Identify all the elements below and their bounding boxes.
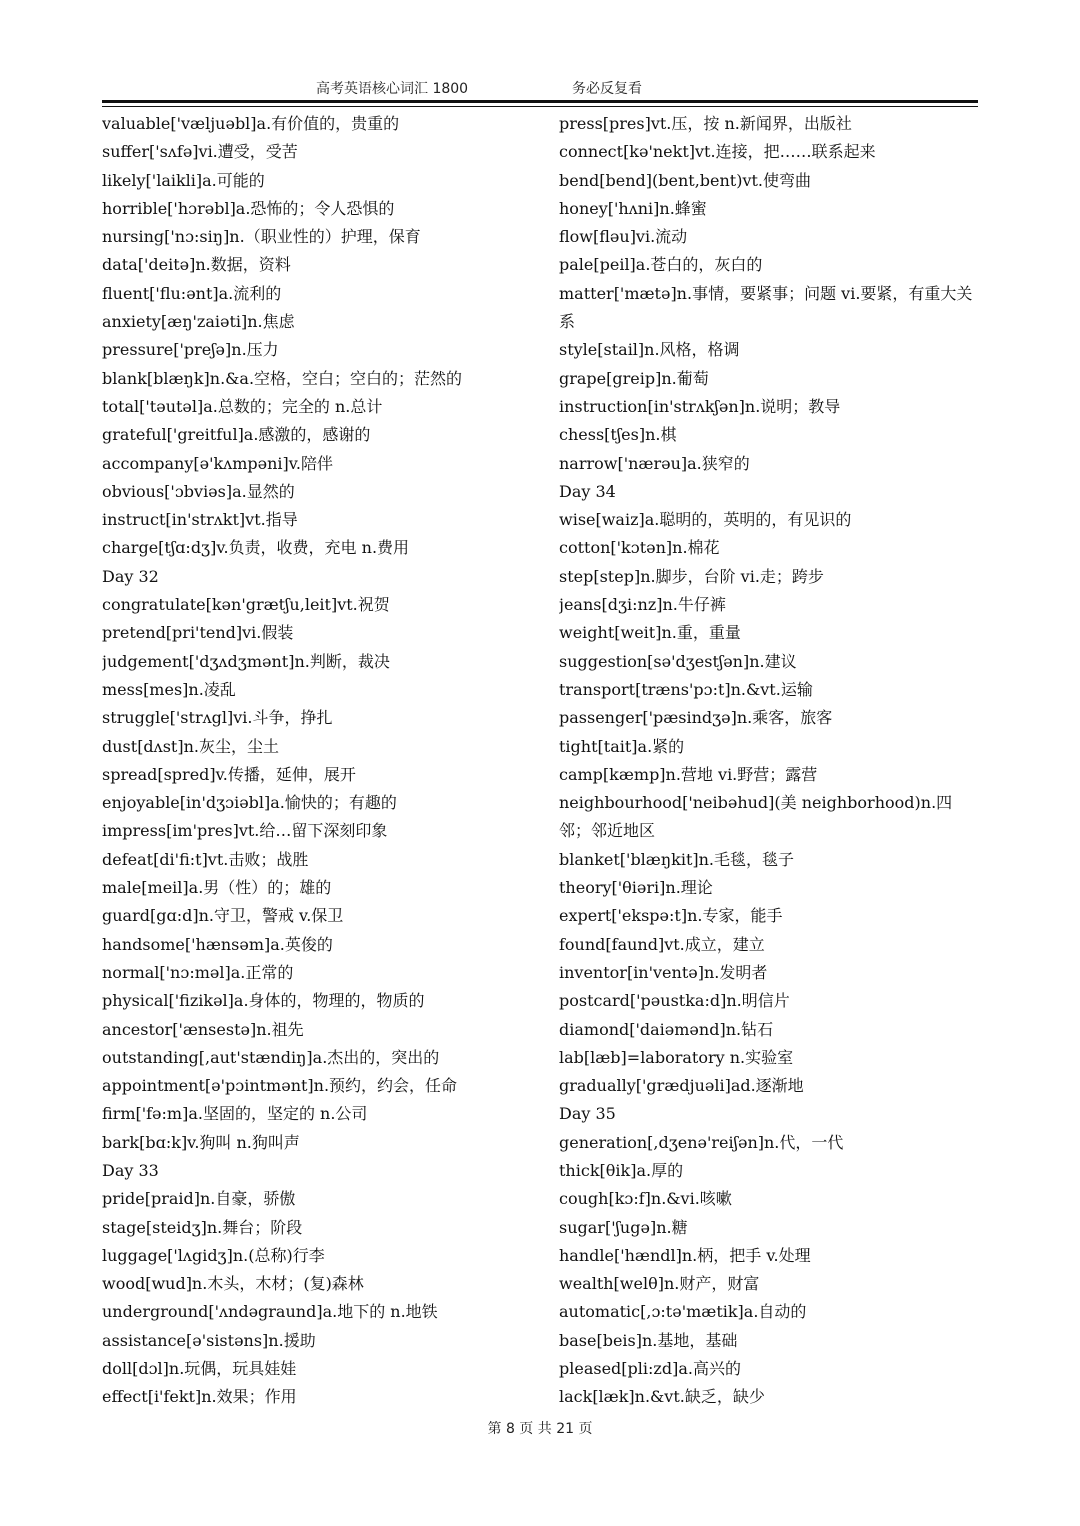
vocab-entry: obvious['ɔbviəs]a.显然的 — [102, 481, 295, 501]
vocab-entry: weight[weit]n.重，重量 — [559, 623, 741, 643]
right-column — [559, 110, 979, 1412]
vocab-entry: style[stail]n.风格，格调 — [559, 340, 740, 360]
vocab-entry: blanket['blæŋkit]n.毛毯，毯子 — [559, 849, 795, 869]
left-column — [102, 110, 542, 1412]
vocab-entry: chess[tʃes]n.棋 — [559, 425, 677, 445]
vocab-entry: defeat[di'fi:t]vt.击败；战胜 — [102, 849, 309, 869]
vocab-entry: blank[blæŋk]n.&a.空格，空白；空白的；茫然的 — [102, 368, 463, 388]
vocab-entry: diamond['daiəmənd]n.钻石 — [559, 1019, 774, 1039]
vocab-entry: outstanding[,aut'stændiŋ]a.杰出的，突出的 — [102, 1047, 440, 1067]
vocab-entry: jeans[dʒi:nz]n.牛仔裤 — [559, 595, 726, 615]
header-note: 务必反复看 — [572, 81, 642, 97]
vocab-entry: theory['θiəri]n.理论 — [559, 878, 713, 898]
page-footer: 第 8 页 共 21 页 — [487, 1421, 593, 1437]
vocab-entry: wealth[welθ]n.财产，财富 — [559, 1274, 760, 1294]
vocab-entry: firm['fə:m]a.坚固的，坚定的 n.公司 — [102, 1104, 368, 1124]
vocab-entry: congratulate[kən'grætʃu,leit]vt.祝贺 — [102, 595, 390, 615]
vocab-entry: step[step]n.脚步，台阶 vi.走；跨步 — [559, 566, 824, 586]
vocab-entry: passenger['pæsindʒə]n.乘客，旅客 — [559, 708, 833, 728]
vocab-entry: likely['laikli]a.可能的 — [102, 170, 265, 190]
day-heading: Day 34 — [559, 481, 616, 501]
vocab-entry: pressure['preʃə]n.压力 — [102, 340, 279, 360]
vocab-entry: pleased[pli:zd]a.高兴的 — [559, 1359, 741, 1379]
vocab-entry: enjoyable[in'dʒɔiəbl]a.愉快的；有趣的 — [102, 793, 397, 813]
vocab-entry: instruct[in'strʌkt]vt.指导 — [102, 510, 298, 530]
vocab-entry: judgement['dʒʌdʒmənt]n.判断，裁决 — [102, 651, 390, 671]
vocab-entry: bark[bɑ:k]v.狗叫 n.狗叫声 — [102, 1132, 300, 1152]
vocab-entry: accompany[ə'kʌmpəni]v.陪伴 — [102, 453, 334, 473]
vocab-entry: camp[kæmp]n.营地 vi.野营；露营 — [559, 764, 818, 784]
vocab-entry: cotton['kɔtən]n.棉花 — [559, 538, 720, 558]
vocab-entry: valuable['væljuəbl]a.有价值的，贵重的 — [102, 114, 400, 133]
vocab-entry: press[pres]vt.压，按 n.新闻界，出版社 — [559, 114, 852, 133]
vocab-entry: charge[tʃɑ:dʒ]v.负责，收费，充电 n.费用 — [102, 538, 410, 558]
vocab-entry: postcard['pəustka:d]n.明信片 — [559, 991, 790, 1011]
vocab-entry: male[meil]a.男（性）的；雄的 — [102, 878, 332, 898]
vocab-entry: handsome['hænsəm]a.英俊的 — [102, 934, 333, 954]
vocab-entry: data['deitə]n.数据，资料 — [102, 255, 291, 275]
vocab-entry: suggestion[sə'dʒestʃən]n.建议 — [559, 651, 797, 671]
vocab-entry: tight[tait]a.紧的 — [559, 736, 685, 756]
header-rule-thin — [102, 106, 978, 107]
vocab-entry: grateful['greitful]a.感激的，感谢的 — [102, 425, 371, 445]
day-heading: Day 33 — [102, 1160, 159, 1180]
vocab-entry: flow[fləu]vi.流动 — [559, 227, 688, 247]
vocab-entry: nursing['nɔ:siŋ]n.（职业性的）护理，保育 — [102, 227, 421, 247]
vocab-entry: matter['mætə]n.事情，要紧事；问题 vi.要紧，有重大关系 — [559, 283, 973, 332]
vocab-entry: stage[steidʒ]n.舞台；阶段 — [102, 1217, 303, 1237]
vocab-entry: handle['hændl]n.柄，把手 v.处理 — [559, 1245, 811, 1265]
vocab-entry: effect[i'fekt]n.效果；作用 — [102, 1387, 297, 1407]
vocab-entry: luggage['lʌgidʒ]n.(总称)行李 — [102, 1245, 325, 1265]
vocab-entry: mess[mes]n.凌乱 — [102, 679, 236, 699]
vocab-entry: doll[dɔl]n.玩偶，玩具娃娃 — [102, 1359, 297, 1379]
vocab-entry: inventor[in'ventə]n.发明者 — [559, 962, 768, 982]
vocab-entry: pale[peil]a.苍白的，灰白的 — [559, 255, 763, 275]
vocab-entry: transport[træns'pɔ:t]n.&vt.运输 — [559, 679, 813, 699]
vocab-entry: assistance[ə'sistəns]n.援助 — [102, 1330, 316, 1350]
vocab-entry: neighbourhood['neibəhud](美 neighborhood)n.四邻；邻近地区 — [559, 793, 953, 841]
vocab-entry: underground['ʌndəgraund]a.地下的 n.地铁 — [102, 1302, 438, 1322]
vocab-entry: base[beis]n.基地，基础 — [559, 1330, 738, 1350]
vocab-entry: wise[waiz]a.聪明的，英明的，有见识的 — [559, 510, 852, 530]
page-header — [102, 76, 978, 102]
vocab-entry: physical['fizikəl]a.身体的，物理的，物质的 — [102, 991, 425, 1011]
vocab-entry: thick[θik]a.厚的 — [559, 1160, 684, 1180]
vocab-entry: guard[gɑ:d]n.守卫，警戒 v.保卫 — [102, 906, 344, 926]
vocab-entry: connect[kə'nekt]vt.连接，把……联系起来 — [559, 142, 876, 162]
day-heading: Day 35 — [559, 1104, 616, 1124]
vocab-entry: generation[,dʒenə'reiʃən]n.代，一代 — [559, 1132, 844, 1152]
vocab-entry: pretend[pri'tend]vi.假装 — [102, 623, 294, 643]
vocab-entry: horrible['hɔrəbl]a.恐怖的；令人恐惧的 — [102, 198, 395, 218]
vocab-entry: ancestor['ænsestə]n.祖先 — [102, 1019, 304, 1039]
vocab-entry: fluent['flu:ənt]a.流利的 — [102, 283, 282, 303]
header-rule-thick — [102, 100, 978, 103]
vocab-entry: total['təutəl]a.总数的；完全的 n.总计 — [102, 396, 383, 416]
vocab-entry: found[faund]vt.成立，建立 — [559, 934, 765, 954]
vocab-entry: gradually['grædjuəli]ad.逐渐地 — [559, 1076, 804, 1096]
vocab-entry: automatic[,ɔ:tə'mætik]a.自动的 — [559, 1302, 807, 1322]
vocab-entry: sugar['ʃugə]n.糖 — [559, 1217, 688, 1237]
vocab-entry: pride[praid]n.自豪，骄傲 — [102, 1189, 296, 1209]
vocab-entry: dust[dʌst]n.灰尘，尘土 — [102, 736, 279, 756]
vocab-entry: anxiety[æŋ'zaiəti]n.焦虑 — [102, 312, 295, 332]
vocab-entry: instruction[in'strʌkʃən]n.说明；教导 — [559, 396, 841, 416]
vocab-entry: appointment[ə'pɔintmənt]n.预约，约会，任命 — [102, 1076, 458, 1096]
vocab-entry: honey['hʌni]n.蜂蜜 — [559, 198, 707, 218]
vocab-entry: bend[bend](bent,bent)vt.使弯曲 — [559, 170, 812, 190]
vocab-entry: impress[im'pres]vt.给…留下深刻印象 — [102, 821, 388, 841]
vocab-entry: wood[wud]n.木头，木材；(复)森林 — [102, 1274, 364, 1294]
vocab-entry: suffer['sʌfə]vi.遭受，受苦 — [102, 142, 298, 162]
vocab-entry: expert['ekspə:t]n.专家，能手 — [559, 906, 783, 926]
vocab-entry: spread[spred]v.传播，延伸，展开 — [102, 764, 356, 784]
vocab-entry: normal['nɔ:məl]a.正常的 — [102, 962, 294, 982]
day-heading: Day 32 — [102, 566, 159, 586]
document-title: 高考英语核心词汇 1800 — [316, 81, 469, 97]
vocab-entry: grape[greip]n.葡萄 — [559, 368, 709, 388]
vocab-entry: narrow['nærəu]a.狭窄的 — [559, 453, 750, 473]
vocab-entry: cough[kɔ:f]n.&vi.咳嗽 — [559, 1189, 732, 1209]
vocab-entry: struggle['strʌgl]vi.斗争，挣扎 — [102, 708, 333, 728]
vocab-entry: lack[læk]n.&vt.缺乏，缺少 — [559, 1387, 765, 1407]
vocab-entry: lab[læb]=laboratory n.实验室 — [559, 1047, 794, 1067]
